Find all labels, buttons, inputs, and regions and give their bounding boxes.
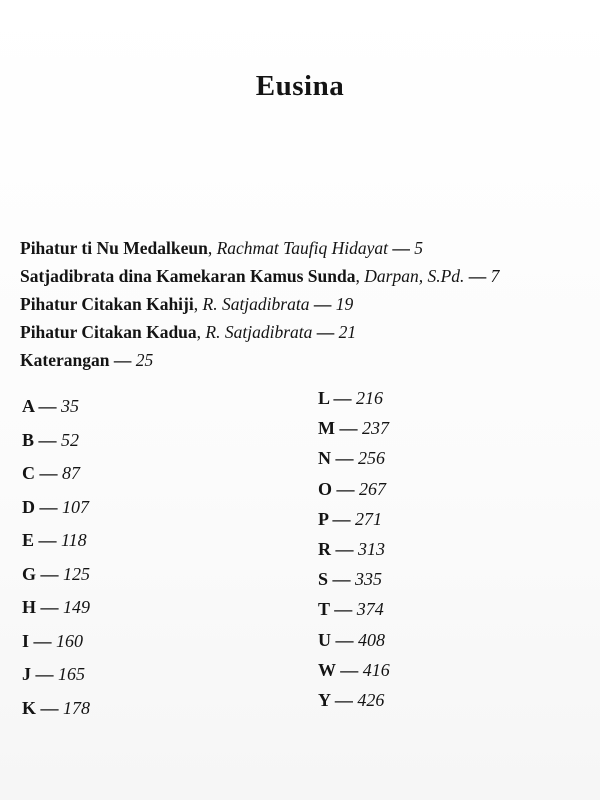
letter-index-row xyxy=(22,394,222,428)
letter-index-row xyxy=(318,688,518,718)
toc-entry-author: Rachmat Taufiq Hidayat xyxy=(216,238,389,258)
index-dash: — xyxy=(34,530,62,550)
index-dash: — xyxy=(29,630,57,651)
index-dash: — xyxy=(328,569,356,590)
toc-entry-dash: — xyxy=(464,266,491,286)
toc-entry-page: 19 xyxy=(335,294,354,314)
index-letter: R xyxy=(318,538,331,559)
table-of-contents xyxy=(20,234,590,374)
index-letter: B xyxy=(22,429,35,450)
letter-index-left-column xyxy=(22,394,222,729)
index-dash: — xyxy=(331,629,358,650)
letter-index-row xyxy=(318,537,518,567)
letter-index-row xyxy=(22,495,222,529)
index-dash: — xyxy=(36,597,64,617)
index-page: 335 xyxy=(355,569,383,590)
letter-index-row xyxy=(318,597,518,627)
index-letter: Y xyxy=(318,689,331,710)
index-letter: M xyxy=(318,418,335,439)
index-dash: — xyxy=(328,508,356,529)
index-page: 216 xyxy=(356,388,384,408)
index-letter: S xyxy=(318,569,329,590)
toc-entry-author: R. Satjadibrata xyxy=(202,294,310,314)
index-dash: — xyxy=(36,563,64,584)
toc-entry-dash: — xyxy=(388,238,415,258)
index-page: 125 xyxy=(63,563,91,584)
letter-index-row xyxy=(318,446,518,476)
toc-entry-dash: — xyxy=(309,294,336,314)
toc-entry-separator: , xyxy=(193,294,203,314)
index-page: 160 xyxy=(56,630,84,651)
index-page: 313 xyxy=(358,538,385,559)
index-letter: I xyxy=(22,630,30,651)
toc-entry xyxy=(20,234,590,262)
index-dash: — xyxy=(36,697,64,718)
index-dash: — xyxy=(335,659,363,680)
index-dash: — xyxy=(35,463,62,483)
toc-entry-title: Katerangan xyxy=(20,350,110,370)
index-page: 87 xyxy=(62,463,80,483)
index-dash: — xyxy=(331,448,358,469)
index-dash: — xyxy=(35,496,62,517)
index-letter: W xyxy=(318,659,336,680)
index-dash: — xyxy=(335,418,362,439)
toc-entry-title: Pihatur Citakan Kadua xyxy=(20,322,197,342)
index-letter: T xyxy=(318,599,330,620)
index-letter: P xyxy=(318,508,329,529)
toc-entry-title: Pihatur ti Nu Medalkeun xyxy=(20,238,208,258)
index-letter: D xyxy=(22,496,35,517)
index-page: 178 xyxy=(63,697,91,718)
letter-index-row xyxy=(22,461,222,495)
toc-entry-title: Pihatur Citakan Kahiji xyxy=(20,294,194,314)
index-page: 416 xyxy=(362,659,390,680)
letter-index-row xyxy=(22,528,222,562)
index-letter: U xyxy=(318,629,331,650)
index-dash: — xyxy=(331,538,358,559)
toc-entry-page: 21 xyxy=(338,322,357,342)
letter-index-row xyxy=(318,658,518,688)
toc-entry-separator: , xyxy=(207,238,217,258)
letter-index-row xyxy=(22,696,222,730)
index-letter: L xyxy=(318,388,330,408)
letter-index-row xyxy=(22,662,222,696)
letter-index-row xyxy=(22,428,222,462)
index-dash: — xyxy=(329,388,357,408)
letter-index-row xyxy=(318,416,518,446)
index-page: 408 xyxy=(358,629,385,650)
index-letter: H xyxy=(22,597,37,617)
toc-entry xyxy=(20,290,590,318)
toc-entry-page: 7 xyxy=(490,266,500,286)
page-title: Eusina xyxy=(255,70,345,102)
toc-entry-separator: , xyxy=(196,322,206,342)
letter-index-row xyxy=(22,629,222,663)
letter-index-row xyxy=(318,477,518,507)
toc-entry-separator: , xyxy=(355,266,365,286)
index-page: 52 xyxy=(61,429,80,450)
index-page: 256 xyxy=(358,448,385,469)
letter-index-row xyxy=(318,386,518,416)
toc-entry-dash: — xyxy=(109,350,136,370)
index-page: 374 xyxy=(356,599,384,620)
index-page: 271 xyxy=(355,508,383,529)
index-letter: J xyxy=(22,664,31,684)
index-letter: A xyxy=(22,396,35,416)
toc-entry-title: Satjadibrata dina Kamekaran Kamus Sunda xyxy=(20,266,356,286)
toc-entry-page: 25 xyxy=(135,350,154,370)
index-dash: — xyxy=(330,689,358,710)
index-letter: G xyxy=(22,563,37,584)
index-letter: N xyxy=(318,448,331,469)
letter-index-row xyxy=(22,562,222,596)
index-letter: E xyxy=(22,530,35,550)
toc-entry xyxy=(20,346,590,374)
index-page: 237 xyxy=(362,418,389,439)
index-letter: O xyxy=(318,478,333,499)
index-dash: — xyxy=(31,664,58,684)
index-page: 118 xyxy=(61,530,87,550)
letter-index-right-column xyxy=(318,386,518,718)
letter-index-row xyxy=(318,507,518,537)
letter-index-row xyxy=(318,567,518,597)
index-page: 107 xyxy=(62,496,89,517)
letter-index-row xyxy=(318,628,518,658)
toc-entry-dash: — xyxy=(312,322,339,342)
toc-entry-author: Darpan, S.Pd. xyxy=(364,266,465,286)
toc-entry-page: 5 xyxy=(414,238,424,258)
letter-index-row xyxy=(22,595,222,629)
toc-entry-author: R. Satjadibrata xyxy=(205,322,313,342)
index-dash: — xyxy=(329,599,357,620)
index-page: 426 xyxy=(357,689,385,710)
index-page: 149 xyxy=(63,597,91,617)
index-letter: C xyxy=(22,463,35,483)
index-page: 35 xyxy=(61,396,80,416)
index-dash: — xyxy=(332,478,360,499)
index-dash: — xyxy=(34,429,62,450)
index-letter: K xyxy=(22,697,37,718)
toc-entry xyxy=(20,262,590,290)
toc-entry xyxy=(20,318,590,346)
index-page: 165 xyxy=(58,664,85,684)
index-dash: — xyxy=(34,396,62,416)
index-page: 267 xyxy=(359,478,387,499)
